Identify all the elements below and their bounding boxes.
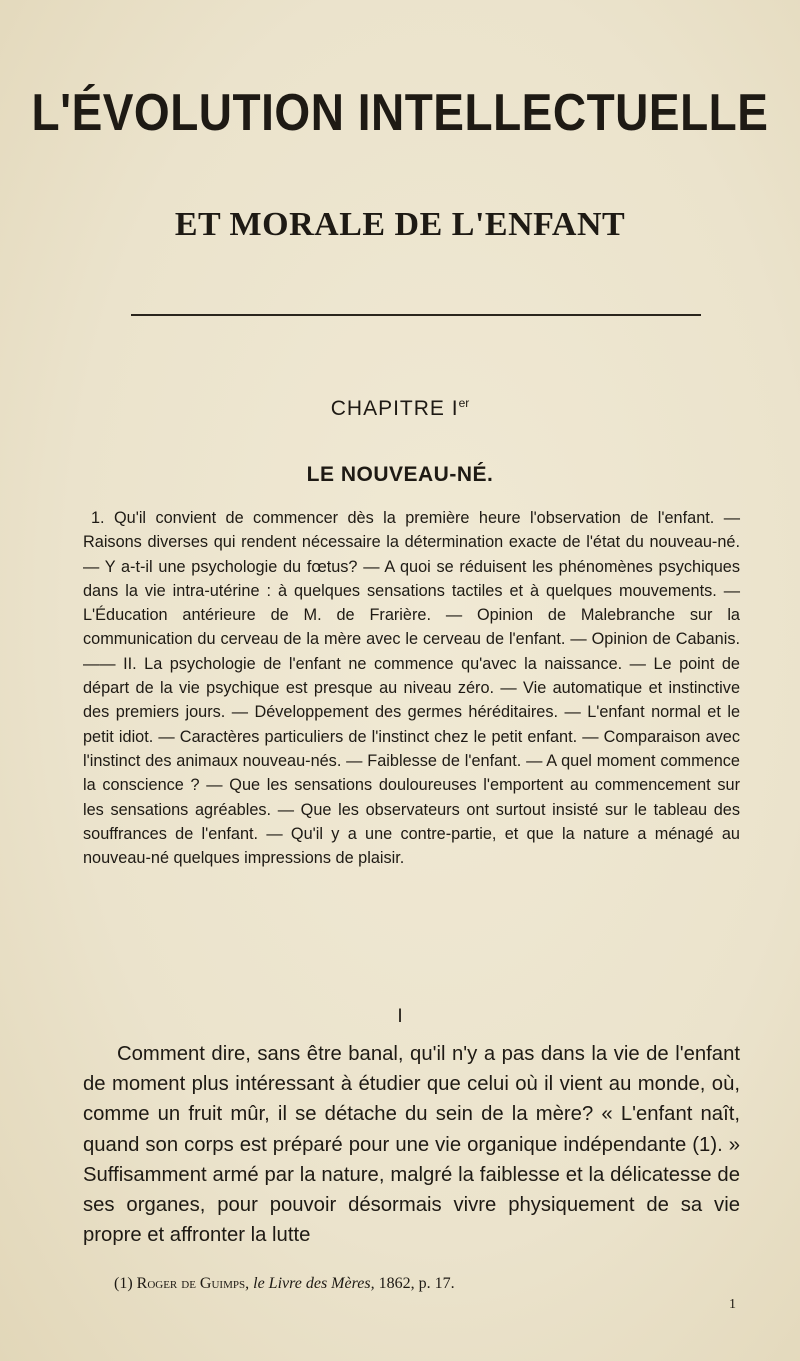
title-divider: [131, 314, 701, 316]
section-number: I: [397, 1006, 403, 1027]
section-body-text: Comment dire, sans être banal, qu'il n'y a pas dans la vie de l'enfant de moment plus intéressant à étudier que celui où il vient au monde, où, comme un fruit mûr, il se détache du sein de la mère? « L'enfant naît, quand son corps est préparé pour une vie organique indépendante (1). » Suffisamment armé par la nature, malgré la faiblesse et la délicatesse de ses organes, pour pouvoir désormais vivre physiquement de sa vie propre et affronter la lutte: [83, 1043, 740, 1247]
footnote-author: Roger de Guimps,: [136, 1275, 250, 1292]
chapter-ordinal-suffix: er: [458, 396, 470, 410]
footnote-work: le Livre des Mères,: [253, 1275, 375, 1292]
chapter-title: LE NOUVEAU-NÉ.: [306, 463, 494, 486]
book-title-line-2: ET MORALE DE L'ENFANT: [174, 206, 626, 243]
footnote-marker: (1): [114, 1275, 133, 1292]
chapter-summary: 1. Qu'il convient de commencer dès la première heure l'observation de l'enfant. — Raisons diverses qui rendent nécessaire la détermination exacte de l'état du nouveau-né. — Y a-t-il une psychologie du fœtus? — A quoi se réduisent les phénomènes psychiques dans la vie intra-utérine : à quelques sensations tactiles et à quelques mouvements. — L'Éducation antérieure de M. de Frarière. — Opinion de Malebranche sur la communication du cerveau de la mère avec le cerveau de l'enfant. — Opinion de Cabanis. —— II. La psychologie de l'enfant ne commence qu'avec la naissance. — Le point de départ de la vie psychique est presque au niveau zéro. — Vie automatique et instinctive des premiers jours. — Développement des germes héréditaires. — L'enfant normal et le petit idiot. — Caractères particuliers de l'instinct chez le petit enfant. — Comparaison avec l'instinct des animaux nouveau-nés. — Faiblesse de l'enfant. — A quel moment commence la conscience ? — Que les sensations douloureuses l'emportent au commencement sur les sensations agréables. — Que les observateurs ont surtout insisté sur le tableau des souffrances de l'enfant. — Qu'il y a une contre-partie, et que la nature a ménagé au nouveau-né quelques impressions de plaisir.: [83, 509, 740, 868]
printer-signature-mark: 1: [729, 1297, 736, 1312]
book-title-line-1: L'ÉVOLUTION INTELLECTUELLE: [31, 83, 769, 142]
footnote: [114, 1275, 455, 1293]
chapter-heading: [0, 396, 800, 421]
footnote-details: 1862, p. 17.: [378, 1275, 455, 1292]
chapter-label: CHAPITRE I: [330, 397, 459, 420]
